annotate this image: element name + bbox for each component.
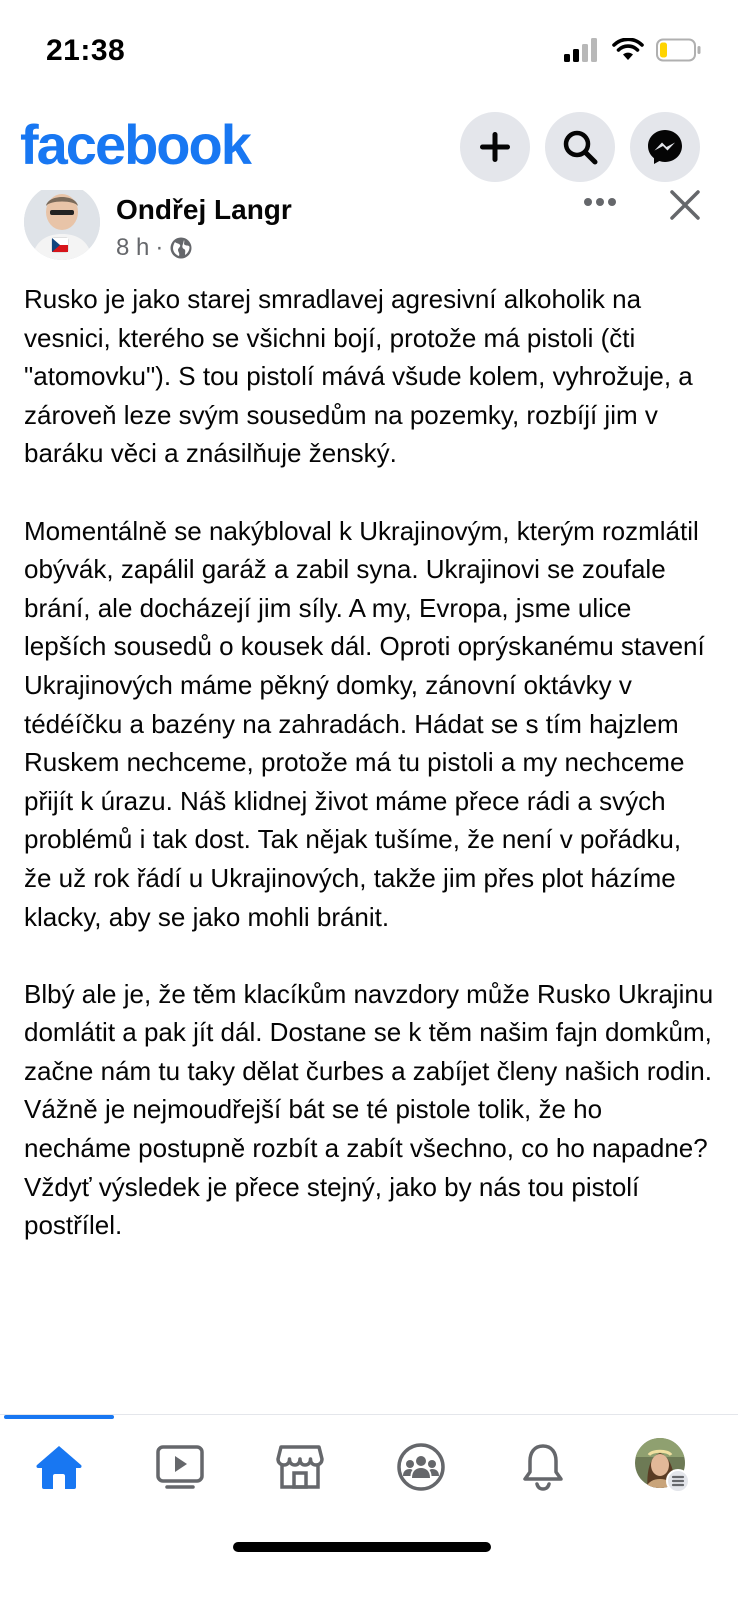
author-avatar[interactable]: [24, 190, 100, 260]
post-body: [24, 280, 714, 1283]
bell-icon: [520, 1442, 566, 1492]
facebook-logo[interactable]: facebook: [20, 113, 250, 176]
app-header: [0, 108, 738, 188]
bottom-nav: [0, 1414, 738, 1525]
nav-video[interactable]: [150, 1437, 210, 1497]
post-header: [0, 190, 738, 270]
create-button[interactable]: [460, 112, 530, 182]
marketplace-icon: [275, 1443, 325, 1491]
video-icon: [155, 1444, 205, 1490]
post-paragraph: Rusko je jako starej smradlavej agresivní alkoholik na vesnici, kterého se všichni bojí, protože má pistoli (čti "atomovku"). S tou pistolí mává všude kolem, vyhrožuje, a zároveň leze svým sousedům na pozemky, rozbíjí jim v baráku věci a znásilňuje ženský.: [24, 284, 693, 469]
nav-groups[interactable]: [391, 1437, 451, 1497]
post-paragraph: Blbý ale je, že těm klacíkům navzdory může Rusko Ukrajinu domlátit a pak jít dál. Dostane se k těm našim fajn domkům, začne nám tu taky dělat čurbes a zabíjet členy našich rodin. Vážně je nejmoudřejší bát se té pistole tolik, že ho necháme postupně rozbít a zabít všechno, co ho napadne? Vždyť výsledek je přece stejný, jako by nás tou pistolí postřílel.: [24, 978, 714, 1241]
post-author-name[interactable]: Ondřej Langr: [116, 194, 292, 225]
groups-icon: [396, 1442, 446, 1492]
search-icon: [561, 128, 599, 166]
post-time[interactable]: 8 h: [116, 234, 150, 261]
search-button[interactable]: [545, 112, 615, 182]
post-meta: [116, 234, 193, 262]
nav-notifications[interactable]: [513, 1437, 573, 1497]
plus-icon: [478, 130, 512, 164]
meta-separator: ·: [155, 234, 164, 261]
nav-profile-menu[interactable]: [634, 1437, 690, 1493]
post-paragraph: Momentálně se nakýbloval k Ukrajinovým, kterým rozmlátil obývák, zapálil garáž a zabil syna. Ukrajinovi se zoufale brání, ale docházejí jim síly. A my, Evropa, jsme ulice lepších sousedů o kousek dál. Oproti oprýskanému stavení Ukrajinových máme pěkný domky, zánovní oktávky v tédéíčku a bazény na zahradách. Hádat se s tím hajzlem Ruskem nechceme, protože má tu pistoli a my nechceme přijít k úrazu. Náš klidnej život máme přece rádi a svých problémů i tak dost. Tak nějak tušíme, že není v pořádku, že už rok řádí u Ukrajinových, takže jim přes plot házíme klacky, aby se jako mohli bránit.: [24, 515, 705, 932]
signal-icon: [564, 38, 600, 62]
more-dots-icon: [580, 190, 620, 214]
close-icon: [664, 190, 704, 220]
battery-icon: [656, 38, 702, 62]
status-icons: [564, 38, 702, 62]
status-time: 21:38: [46, 34, 126, 67]
home-indicator-bar[interactable]: [233, 1542, 491, 1552]
post-more-button[interactable]: [580, 190, 620, 214]
globe-icon: [169, 236, 193, 260]
wifi-icon: [612, 38, 644, 62]
profile-avatar: [634, 1437, 690, 1493]
active-tab-indicator: [4, 1415, 114, 1419]
messenger-button[interactable]: [630, 112, 700, 182]
messenger-icon: [645, 127, 685, 167]
nav-marketplace[interactable]: [270, 1437, 330, 1497]
post-close-button[interactable]: [664, 190, 704, 220]
home-icon: [34, 1443, 84, 1491]
nav-home[interactable]: [29, 1437, 89, 1497]
status-bar: [0, 0, 738, 100]
